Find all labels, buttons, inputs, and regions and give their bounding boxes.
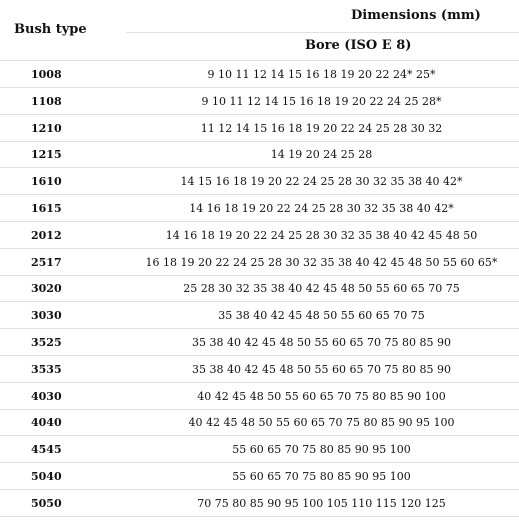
- header-divider: [126, 32, 519, 33]
- bush-type-cell: 3020: [31, 282, 62, 296]
- table-row: [0, 302, 519, 329]
- table-row: [0, 329, 519, 356]
- bush-type-cell: 1008: [31, 68, 62, 81]
- bore-sizes-cell: 16 18 19 20 22 24 25 28 30 32 35 38 40 42 45 48 50 55 60 65*: [145, 255, 498, 269]
- bush-type-cell: 5050: [31, 496, 62, 510]
- bore-sizes-cell: 35 38 40 42 45 48 50 55 60 65 70 75: [218, 309, 425, 323]
- dimensions-header: Dimensions (mm): [351, 8, 481, 23]
- bore-sizes-cell: 40 42 45 48 50 55 60 65 70 75 80 85 90 100: [197, 389, 446, 403]
- bush-type-cell: 2012: [31, 228, 62, 242]
- table-row: [0, 168, 519, 195]
- bush-type-cell: 5040: [31, 469, 62, 483]
- bore-sizes-cell: 9 10 11 12 14 15 16 18 19 20 22 24 25 28*: [201, 94, 442, 108]
- table-row: [0, 356, 519, 383]
- bore-sizes-cell: 14 15 16 18 19 20 22 24 25 28 30 32 35 38 40 42*: [180, 175, 463, 189]
- bore-sizes-cell: 25 28 30 32 35 38 40 42 45 48 50 55 60 65 70 75: [183, 282, 460, 296]
- bore-sizes-cell: 70 75 80 85 90 95 100 105 110 115 120 125: [197, 496, 446, 510]
- bore-header: Bore (ISO E 8): [305, 38, 412, 53]
- bush-type-cell: 1210: [31, 121, 62, 135]
- bush-type-cell: 4545: [31, 443, 62, 457]
- bush-type-cell: 4030: [31, 389, 62, 403]
- bush-type-cell: 1610: [31, 175, 62, 189]
- row-divider: [0, 516, 519, 517]
- table-row: [0, 463, 519, 490]
- bore-sizes-cell: 35 38 40 42 45 48 50 55 60 65 70 75 80 85 90: [192, 362, 451, 376]
- table-row: [0, 141, 519, 168]
- bore-sizes-cell: 11 12 14 15 16 18 19 20 22 24 25 28 30 32: [200, 121, 443, 135]
- bore-sizes-cell: 14 16 18 19 20 22 24 25 28 30 32 35 38 40 42*: [189, 201, 454, 215]
- table-row: [0, 249, 519, 276]
- table-row: [0, 490, 519, 517]
- table-row: [0, 275, 519, 302]
- bore-sizes-cell: 9 10 11 12 14 15 16 18 19 20 22 24* 25*: [207, 68, 436, 81]
- table-body: [0, 61, 519, 517]
- bush-type-cell: 3525: [31, 335, 62, 349]
- table-row: [0, 61, 519, 88]
- bush-type-cell: 1215: [31, 148, 62, 162]
- bore-sizes-cell: 55 60 65 70 75 80 85 90 95 100: [232, 469, 411, 483]
- table-row: [0, 222, 519, 249]
- bush-type-cell: 2517: [31, 255, 62, 269]
- table-row: [0, 195, 519, 222]
- bore-sizes-cell: 14 16 18 19 20 22 24 25 28 30 32 35 38 40 42 45 48 50: [165, 228, 478, 242]
- table-row: [0, 115, 519, 142]
- table-row: [0, 88, 519, 115]
- bush-type-cell: 3030: [31, 309, 62, 323]
- table-row: [0, 409, 519, 436]
- table-row: [0, 436, 519, 463]
- bush-type-cell: 4040: [31, 416, 62, 430]
- bush-type-cell: 1615: [31, 201, 62, 215]
- bush-type-cell: 3535: [31, 362, 62, 376]
- bush-type-cell: 1108: [31, 94, 62, 108]
- bore-sizes-cell: 35 38 40 42 45 48 50 55 60 65 70 75 80 85 90: [192, 335, 451, 349]
- bore-sizes-cell: 14 19 20 24 25 28: [270, 148, 373, 162]
- bore-sizes-cell: 55 60 65 70 75 80 85 90 95 100: [232, 443, 411, 457]
- bore-sizes-cell: 40 42 45 48 50 55 60 65 70 75 80 85 90 95 100: [188, 416, 455, 430]
- bush-type-header: Bush type: [14, 22, 87, 37]
- table-row: [0, 383, 519, 410]
